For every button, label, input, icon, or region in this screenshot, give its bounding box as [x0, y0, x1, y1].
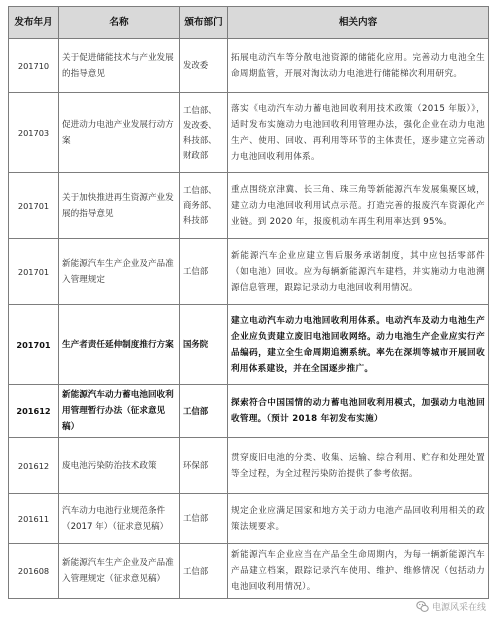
cell-dept: 国务院: [180, 305, 228, 385]
cell-name: 新能源汽车生产企业及产品准入管理规定（征求意见稿）: [59, 544, 180, 599]
cell-content: 拓展电动汽车等分散电池资源的储能化应用。完善动力电池全生命周期监管，开展对淘汰动力电池进行储能梯次利用研究。: [228, 39, 489, 93]
cell-date: 201701: [9, 173, 59, 239]
cell-name: 关于促进储能技术与产业发展的指导意见: [59, 39, 180, 93]
header-date: 发布年月: [9, 7, 59, 39]
cell-date: 201611: [9, 494, 59, 544]
wechat-icon: [416, 600, 429, 613]
table-row: [9, 305, 489, 385]
cell-content: 探索符合中国国情的动力蓄电池回收利用模式，加强动力电池回收管理。（预计 2018 年初发布实施）: [228, 385, 489, 438]
table-row: [9, 494, 489, 544]
watermark: [413, 599, 489, 614]
table-row: [9, 385, 489, 438]
cell-content: 建立电动汽车动力电池回收利用体系。电动汽车及动力电池生产企业应负责建立废旧电池回收网络。动力电池生产企业应实行产品编码，建立全生命周期追溯系统。率先在深圳等城市开展回收利用体系建设，并在全国逐步推广。: [228, 305, 489, 385]
cell-content: 重点围绕京津冀、长三角、珠三角等新能源汽车发展集聚区域，建立动力电池回收利用试点示范。打造完善的报废汽车资源化产业链。到 2020 年，报废机动车再生利用率达到 95%。: [228, 173, 489, 239]
table-body: [9, 39, 489, 599]
cell-dept: 工信部: [180, 385, 228, 438]
cell-name: 关于加快推进再生资源产业发展的指导意见: [59, 173, 180, 239]
table-row: [9, 173, 489, 239]
cell-date: 201612: [9, 438, 59, 494]
header-content: 相关内容: [228, 7, 489, 39]
cell-dept: 工信部、商务部、科技部: [180, 173, 228, 239]
cell-name: 废电池污染防治技术政策: [59, 438, 180, 494]
table-row: [9, 438, 489, 494]
cell-name: 新能源汽车动力蓄电池回收利用管理暂行办法（征求意见稿）: [59, 385, 180, 438]
cell-date: 201703: [9, 93, 59, 173]
cell-content: 贯穿废旧电池的分类、收集、运输、综合利用、贮存和处理处置等全过程，为全过程污染防治提供了参考依据。: [228, 438, 489, 494]
cell-name: 促进动力电池产业发展行动方案: [59, 93, 180, 173]
header-name: 名称: [59, 7, 180, 39]
cell-content: 落实《电动汽车动力蓄电池回收利用技术政策（2015 年版）》，适时发布实施动力电池回收利用管理办法，强化企业在动力电池生产、使用、回收、再利用等环节的主体责任，逐步建立完善动力电池回收利用体系。: [228, 93, 489, 173]
cell-content: 新能源汽车企业应当在产品全生命周期内，为每一辆新能源汽车产品建立档案，跟踪记录汽车使用、维护、维修情况（包括动力电池回收利用情况）。: [228, 544, 489, 599]
cell-date: 201608: [9, 544, 59, 599]
table-row: [9, 239, 489, 305]
watermark-text: 电源风采在线: [431, 603, 486, 613]
table-header-row: [9, 7, 489, 39]
cell-date: 201701: [9, 305, 59, 385]
table-row: [9, 544, 489, 599]
table-row: [9, 93, 489, 173]
policy-table: [8, 6, 489, 599]
cell-dept: 工信部: [180, 544, 228, 599]
cell-date: 201612: [9, 385, 59, 438]
cell-dept: 工信部: [180, 239, 228, 305]
table-row: [9, 39, 489, 93]
cell-name: 汽车动力电池行业规范条件（2017 年）（征求意见稿）: [59, 494, 180, 544]
cell-dept: 工信部、发改委、科技部、财政部: [180, 93, 228, 173]
cell-name: 新能源汽车生产企业及产品准入管理规定: [59, 239, 180, 305]
cell-name: 生产者责任延伸制度推行方案: [59, 305, 180, 385]
cell-date: 201701: [9, 239, 59, 305]
cell-content: 新能源汽车企业应建立售后服务承诺制度，其中应包括零部件（如电池）回收。应为每辆新能源汽车建档，并实施动力电池溯源信息管理，跟踪记录动力电池回收利用情况。: [228, 239, 489, 305]
header-dept: 颁布部门: [180, 7, 228, 39]
cell-dept: 环保部: [180, 438, 228, 494]
cell-dept: 发改委: [180, 39, 228, 93]
cell-date: 201710: [9, 39, 59, 93]
cell-dept: 工信部: [180, 494, 228, 544]
cell-content: 规定企业应满足国家和地方关于动力电池产品回收利用相关的政策法规要求。: [228, 494, 489, 544]
